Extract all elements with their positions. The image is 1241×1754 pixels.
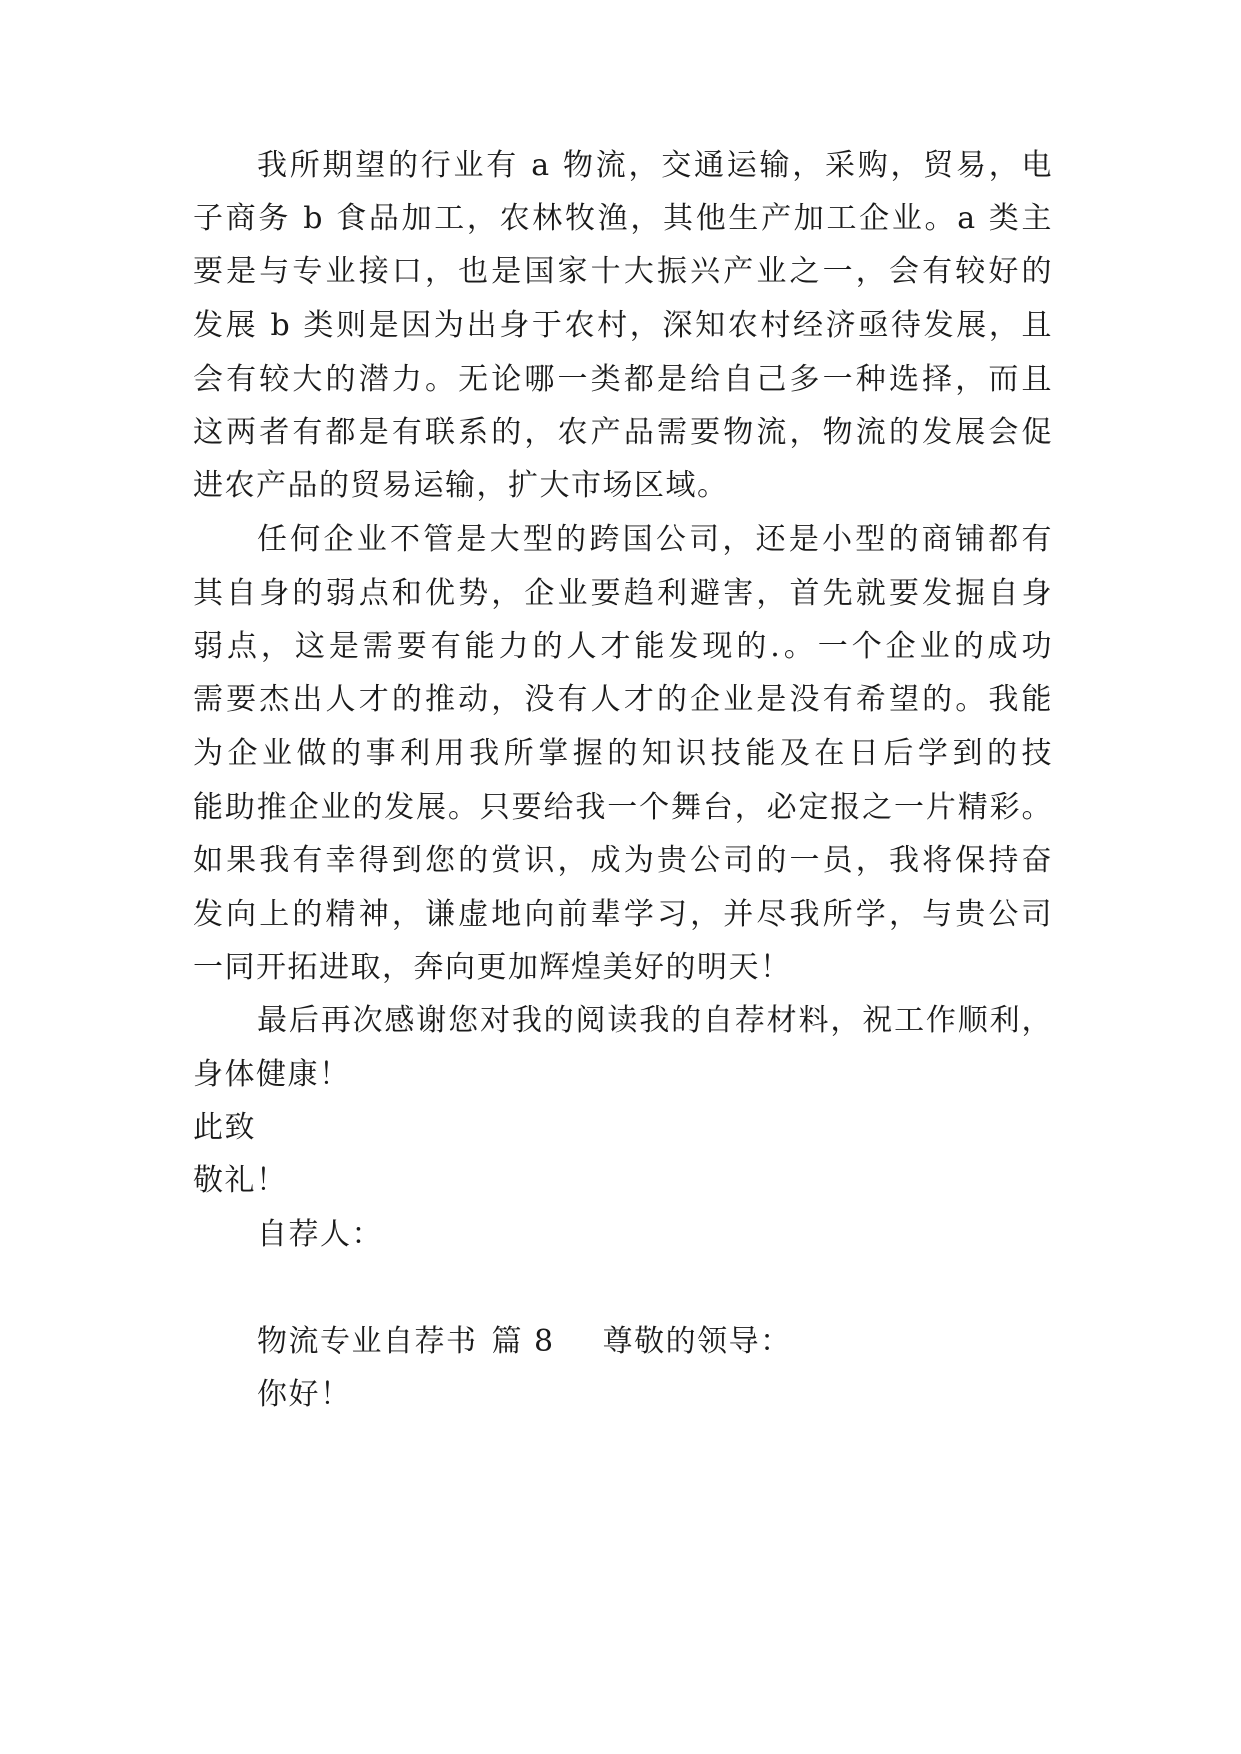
closing-jing-li: 敬礼！ <box>193 1163 288 1198</box>
paragraph-2-line-7: 如果我有幸得到您的赏识，成为贵公司的一员，我将保持奋 <box>193 843 1053 878</box>
paragraph-1-line-5: 会有较大的潜力。无论哪一类都是给自己多一种选择，而且 <box>193 362 1053 397</box>
paragraph-1-line-6: 这两者有都是有联系的，农产品需要物流，物流的发展会促 <box>193 415 1053 450</box>
paragraph-2-line-3: 弱点，这是需要有能力的人才能发现的.。一个企业的成功 <box>193 629 1053 664</box>
paragraph-1-line-7: 进农产品的贸易运输，扩大市场区域。 <box>193 468 729 503</box>
next-section-salutation: 尊敬的领导： <box>602 1324 792 1359</box>
paragraph-2-line-8: 发向上的精神，谦虚地向前辈学习，并尽我所学，与贵公司 <box>193 897 1053 932</box>
paragraph-3-line-1: 最后再次感谢您对我的阅读我的自荐材料，祝工作顺利， <box>257 1003 1053 1038</box>
paragraph-2-line-9: 一同开拓进取，奔向更加辉煌美好的明天！ <box>193 950 792 985</box>
paragraph-1-line-1: 我所期望的行业有 a 物流，交通运输，采购，贸易，电 <box>257 148 1053 183</box>
paragraph-2-line-1: 任何企业不管是大型的跨国公司，还是小型的商铺都有 <box>257 522 1053 557</box>
paragraph-2-line-2: 其自身的弱点和优势，企业要趋利避害，首先就要发掘自身 <box>193 576 1053 611</box>
paragraph-1-line-3: 要是与专业接口，也是国家十大振兴产业之一，会有较好的 <box>193 254 1053 289</box>
paragraph-1-line-4: 发展 b 类则是因为出身于农村，深知农村经济亟待发展，且 <box>193 308 1053 343</box>
paragraph-2-line-6: 能助推企业的发展。只要给我一个舞台，必定报之一片精彩。 <box>193 790 1053 825</box>
paragraph-3-line-2: 身体健康！ <box>193 1057 351 1092</box>
next-section-title: 物流专业自荐书 <box>257 1324 478 1359</box>
next-section-heading <box>257 1322 792 1362</box>
next-section-number: 篇 8 <box>491 1324 555 1359</box>
signer-label: 自荐人： <box>257 1217 383 1252</box>
paragraph-2-line-5: 为企业做的事利用我所掌握的知识技能及在日后学到的技 <box>193 736 1053 771</box>
paragraph-2-line-4: 需要杰出人才的推动，没有人才的企业是没有希望的。我能 <box>193 682 1053 717</box>
closing-ci-zhi: 此致 <box>193 1110 256 1145</box>
paragraph-1-line-2: 子商务 b 食品加工，农林牧渔，其他生产加工企业。a 类主 <box>193 201 1053 236</box>
next-section-greeting: 你好！ <box>257 1377 352 1412</box>
